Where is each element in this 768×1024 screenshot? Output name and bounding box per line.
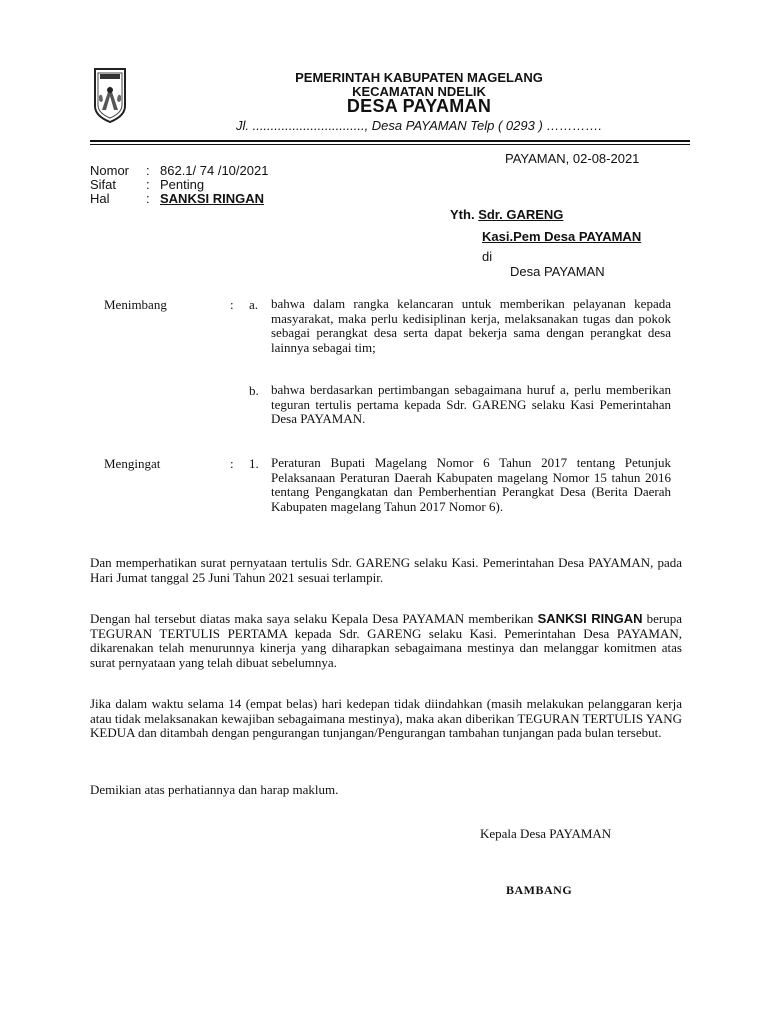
meta-hal-value: SANKSI RINGAN — [160, 191, 265, 206]
menimbang-item-a-text: bahwa dalam rangka kelancaran untuk memberikan pelayanan kepada masyarakat, maka perlu kedisiplinan kerja, melaksanakan tugas dan pokok sebagai perangkat desa serta dapat bekerja sama dengan perangkat desa lainnya sebagai tim; — [271, 296, 671, 355]
meta-nomor-label: Nomor — [90, 163, 130, 178]
letterhead-government: PEMERINTAH KABUPATEN MAGELANG — [295, 70, 543, 85]
meta-colon: : — [146, 163, 150, 178]
meta-nomor-value: 862.1/ 74 /10/2021 — [160, 163, 269, 178]
meta-sifat — [90, 178, 268, 192]
meta-hal — [90, 192, 268, 206]
paragraph-sanction-intro: Dengan hal tersebut diatas maka saya selaku Kepala Desa PAYAMAN memberikan — [90, 611, 538, 626]
meta-colon: : — [146, 191, 150, 206]
meta-colon: : — [146, 177, 150, 192]
mengingat-colon: : — [230, 456, 234, 471]
meta-sifat-label: Sifat — [90, 177, 117, 192]
recipient-line — [450, 207, 563, 222]
mengingat-item-1-text: Peraturan Bupati Magelang Nomor 6 Tahun 2017 tentang Petunjuk Pelaksanaan Peraturan Daerah Kabupaten magelang Nomor 15 tahun 2016 tentang Pengangkatan dan Pemberhentian Perangkat Desa (Berita Daerah Kabupaten magelang Tahun 2017 Nomor 6). — [271, 455, 671, 514]
recipient-place: Desa PAYAMAN — [510, 264, 605, 279]
letterhead-address: Jl. ..............................., Desa PAYAMAN Telp ( 0293 ) …………. — [235, 118, 603, 133]
mengingat-item-1-mark: 1. — [249, 456, 259, 471]
paragraph-sanction — [90, 612, 682, 670]
letter-meta — [90, 164, 268, 206]
menimbang-label: Menimbang — [104, 297, 167, 312]
menimbang-item-a-mark: a. — [249, 297, 259, 312]
paragraph-statement: Dan memperhatikan surat pernyataan tertulis Sdr. GARENG selaku Kasi. Pemerintahan Desa PAYAMAN, pada Hari Jumat tanggal 25 Juni Tahun 2021 sesuai terlampir. — [90, 555, 682, 585]
regency-emblem-icon — [92, 66, 128, 124]
paragraph-sanction-emphasis: SANKSI RINGAN — [537, 611, 643, 626]
mengingat-label: Mengingat — [104, 456, 161, 471]
recipient-name: Sdr. GARENG — [478, 207, 564, 222]
menimbang-colon: : — [230, 297, 234, 312]
meta-sifat-value: Penting — [160, 177, 205, 192]
letterhead-rule-thin — [90, 144, 690, 145]
paragraph-warning: Jika dalam waktu selama 14 (empat belas) hari kedepan tidak diindahkan (masih melakukan pelanggaran kerja atau tidak melaksanakan kewajiban sebagaimana mestinya), maka akan diberikan TEGURAN TERTULIS YANG KEDUA dan ditambah dengan pengurangan tunjangan/Pengurangan tambahan tunjangan pada bulan tersebut. — [90, 696, 682, 741]
letterhead-district: KECAMATAN NDELIK — [352, 84, 486, 99]
signature-name: BAMBANG — [506, 883, 573, 897]
meta-nomor — [90, 164, 268, 178]
meta-hal-label: Hal — [90, 191, 110, 206]
paragraph-closing: Demikian atas perhatiannya dan harap maklum. — [90, 782, 339, 797]
recipient-salutation: Yth. — [450, 207, 475, 222]
letter-date: PAYAMAN, 02-08-2021 — [505, 151, 640, 166]
paragraph-sanction-rest: berupa TEGURAN TERTULIS PERTAMA kepada Sdr. GARENG selaku Kasi. Pemerintahan Desa PAYAMAN, dikarenakan telah menurunnya kinerja yang diharapkan sebagaimana mestinya dan melanggar komitmen atas surat pernyataan yang telah dibuat sebelumnya. — [90, 611, 682, 670]
menimbang-item-b-mark: b. — [249, 383, 259, 398]
signature-title: Kepala Desa PAYAMAN — [480, 826, 612, 841]
recipient-position: Kasi.Pem Desa PAYAMAN — [482, 229, 642, 244]
letterhead-rule-thick — [90, 140, 690, 142]
letterhead-village: DESA PAYAMAN — [346, 96, 492, 116]
menimbang-item-b-text: bahwa berdasarkan pertimbangan sebagaimana huruf a, perlu memberikan teguran tertulis pertama kepada Sdr. GARENG selaku Kasi Pemerintahan Desa PAYAMAN. — [271, 382, 671, 427]
recipient-position-line — [482, 229, 641, 244]
recipient-di: di — [482, 249, 493, 264]
